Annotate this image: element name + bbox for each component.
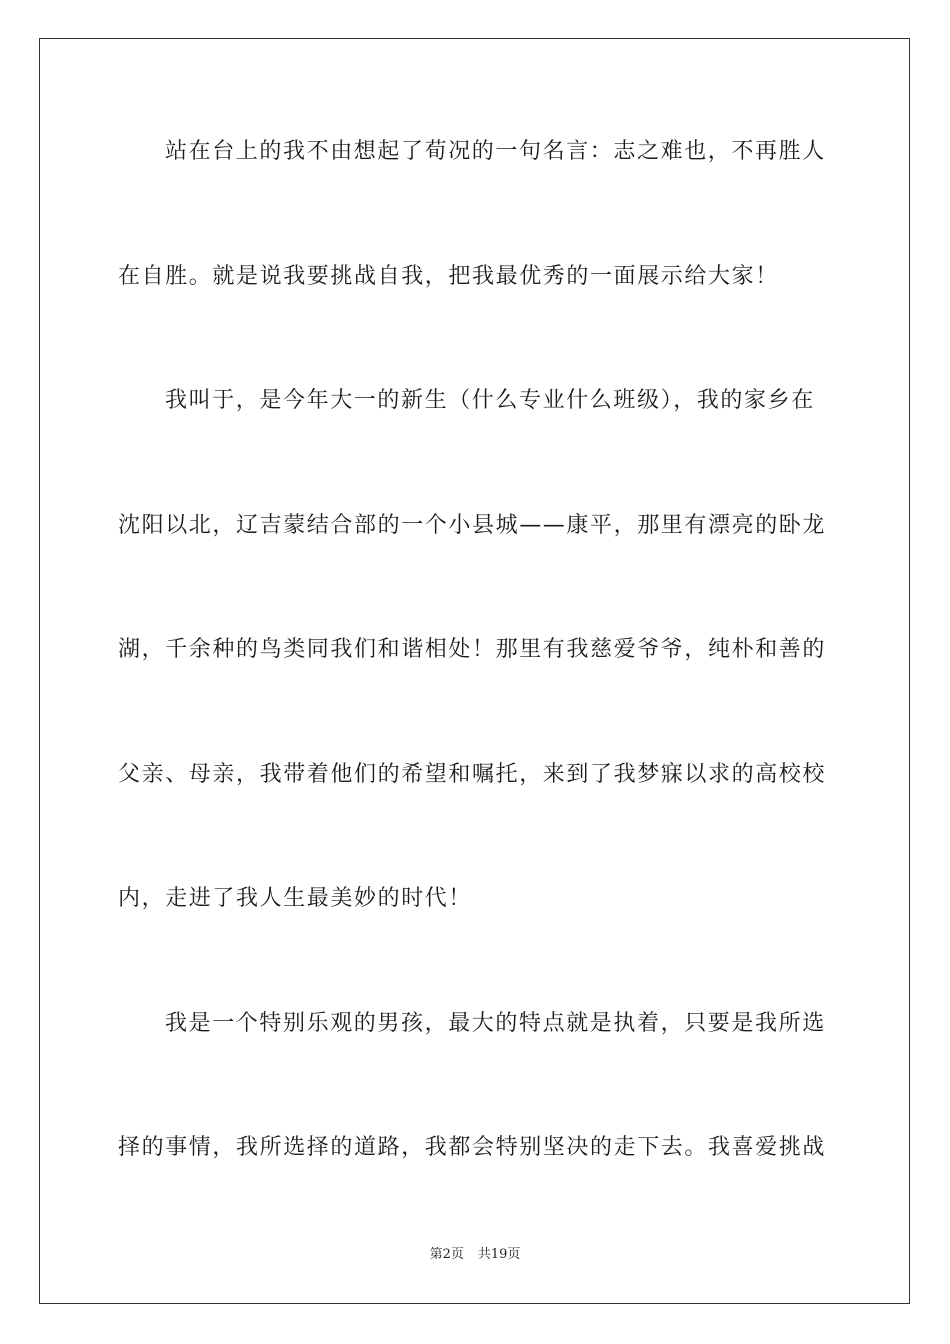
paragraph-2-line-5: 内，走进了我人生最美妙的时代！ xyxy=(118,886,473,911)
paragraph-2-line-3: 湖，千余种的鸟类同我们和谐相处！那里有我慈爱爷爷，纯朴和善的 xyxy=(118,637,827,662)
paragraph-1-line-2: 在自胜。就是说我要挑战自我，把我最优秀的一面展示给大家！ xyxy=(118,264,779,289)
paragraph-1-line-1: 站在台上的我不由想起了荀况的一句名言：志之难也，不再胜人 xyxy=(165,139,826,164)
paragraph-3-line-2: 择的事情，我所选择的道路，我都会特别坚决的走下去。我喜爱挑战 xyxy=(118,1135,827,1160)
page-number: 第2页 xyxy=(429,1247,464,1262)
paragraph-2-line-2: 沈阳以北，辽吉蒙结合部的一个小县城——康平，那里有漂亮的卧龙 xyxy=(118,513,827,538)
page-frame xyxy=(39,38,910,1304)
paragraph-3-line-1: 我是一个特别乐观的男孩，最大的特点就是执着，只要是我所选 xyxy=(165,1011,826,1036)
page-footer xyxy=(0,1246,950,1264)
paragraph-2-line-1: 我叫于，是今年大一的新生（什么专业什么班级），我的家乡在 xyxy=(165,388,815,413)
total-pages: 共19页 xyxy=(477,1247,521,1262)
paragraph-2-line-4: 父亲、母亲，我带着他们的希望和嘱托，来到了我梦寐以求的高校校 xyxy=(118,762,827,787)
